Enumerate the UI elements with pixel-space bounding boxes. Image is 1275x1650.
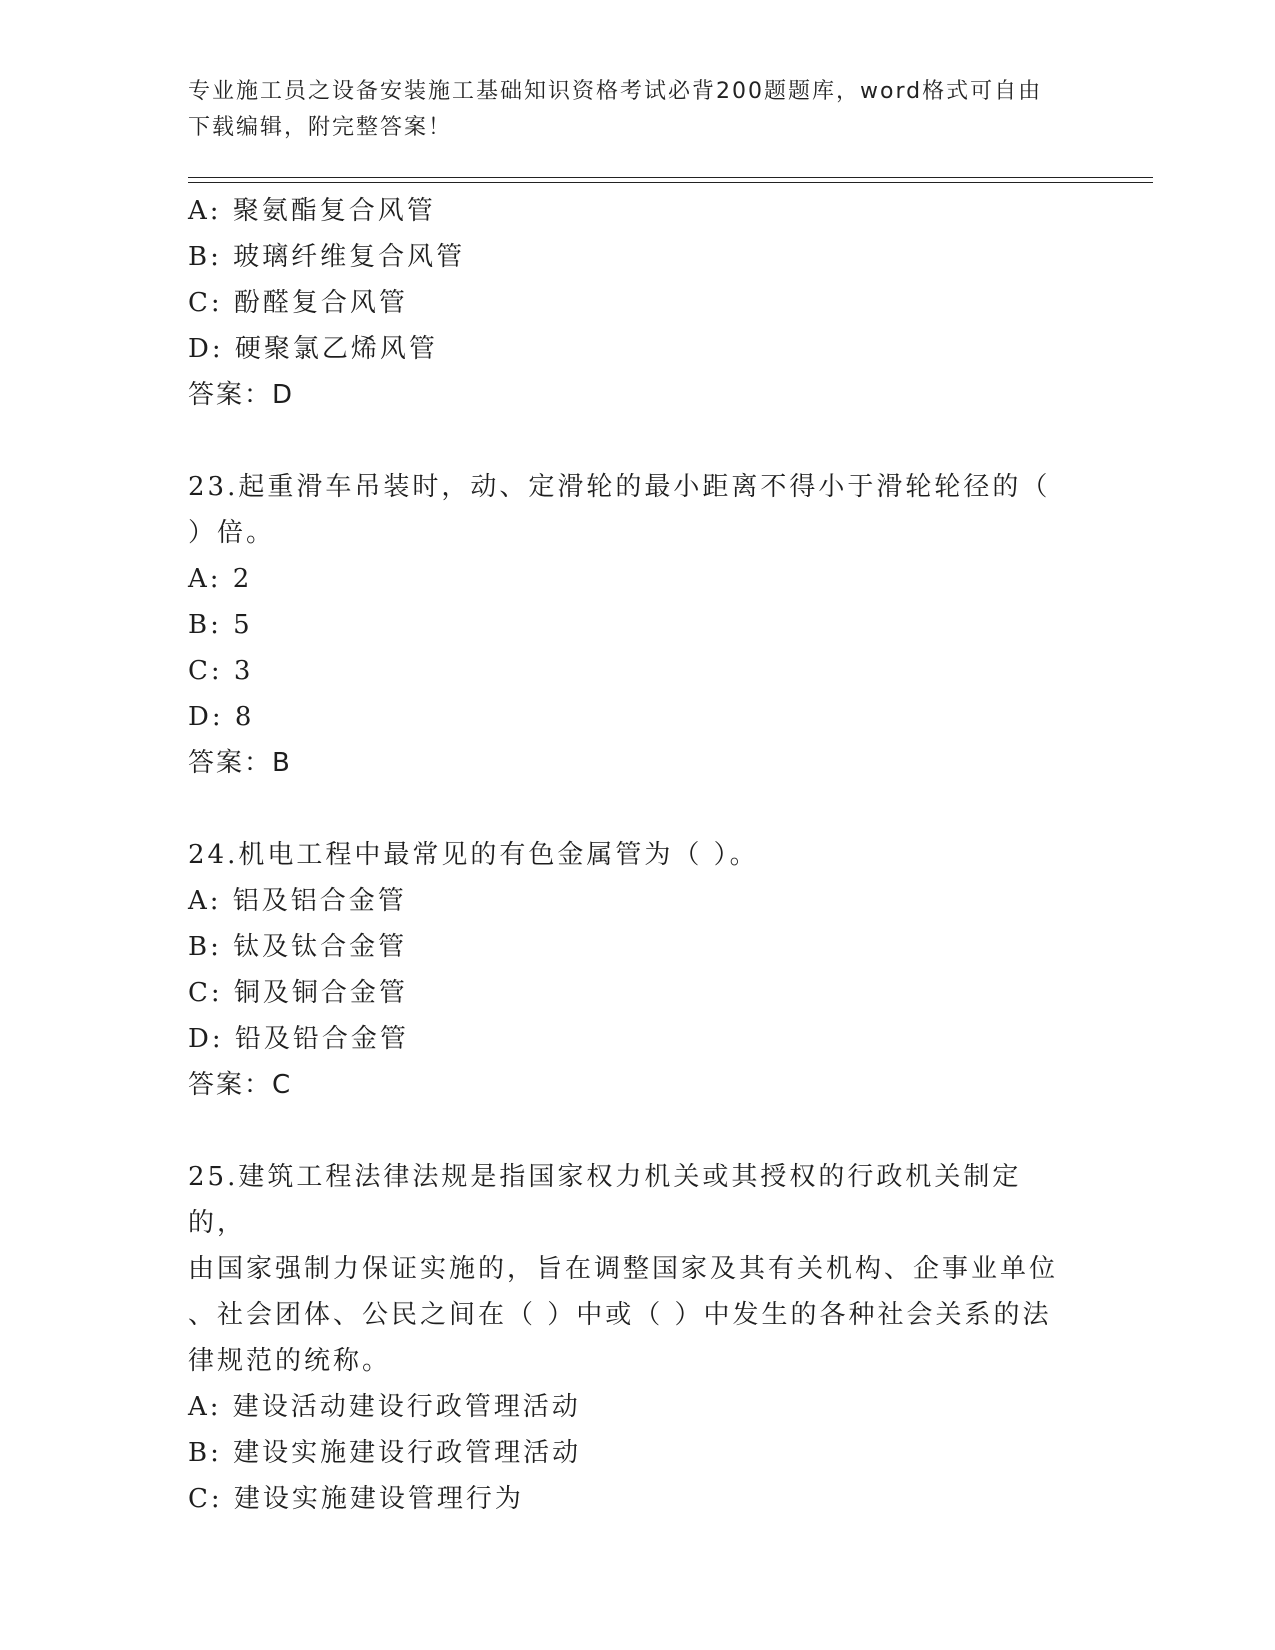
spacer bbox=[188, 786, 1068, 832]
header-line-2: 下载编辑，附完整答案！ bbox=[188, 115, 453, 140]
option-b: B: 5 bbox=[188, 610, 253, 640]
option-a: A: 聚氨酯复合风管 bbox=[188, 196, 436, 226]
option-a: A: 建设活动建设行政管理活动 bbox=[188, 1392, 581, 1422]
header-rule-top bbox=[188, 177, 1153, 178]
question-23 bbox=[188, 464, 1068, 786]
answer: 答案：B bbox=[188, 748, 292, 778]
question-stem-line: 律规范的统称。 bbox=[188, 1346, 392, 1376]
option-d: D: 硬聚氯乙烯风管 bbox=[188, 334, 438, 364]
option-b: B: 钛及钛合金管 bbox=[188, 932, 408, 962]
option-a: A: 铝及铝合金管 bbox=[188, 886, 407, 916]
option-b: B: 玻璃纤维复合风管 bbox=[188, 242, 466, 272]
header-line-1: 专业施工员之设备安装施工基础知识资格考试必背200题题库，word格式可自由 bbox=[188, 79, 1043, 104]
question-stem-line: 23.起重滑车吊装时，动、定滑轮的最小距离不得小于滑轮轮径的（ bbox=[188, 472, 1051, 502]
question-stem-line: 、社会团体、公民之间在（ ）中或（ ）中发生的各种社会关系的法 bbox=[188, 1300, 1052, 1330]
question-stem-line: 24.机电工程中最常见的有色金属管为（ ）。 bbox=[188, 840, 759, 870]
option-a: A: 2 bbox=[188, 564, 253, 594]
option-c: C: 3 bbox=[188, 656, 254, 686]
answer: 答案：C bbox=[188, 1070, 293, 1100]
document-header bbox=[188, 74, 1068, 146]
question-stem-line: ）倍。 bbox=[188, 518, 276, 548]
option-b: B: 建设实施建设行政管理活动 bbox=[188, 1438, 582, 1468]
question-25 bbox=[188, 1154, 1068, 1522]
option-d: D: 铅及铅合金管 bbox=[188, 1024, 409, 1054]
spacer bbox=[188, 418, 1068, 464]
question-stem-line: 25.建筑工程法律法规是指国家权力机关或其授权的行政机关制定的， bbox=[188, 1162, 1022, 1238]
question-24 bbox=[188, 832, 1068, 1108]
question-content bbox=[188, 188, 1068, 1522]
question-stem-line: 由国家强制力保证实施的，旨在调整国家及其有关机构、企事业单位 bbox=[188, 1254, 1059, 1284]
header-rule-bottom bbox=[188, 182, 1153, 183]
answer: 答案：D bbox=[188, 380, 295, 410]
option-c: C: 酚醛复合风管 bbox=[188, 288, 408, 318]
spacer bbox=[188, 1108, 1068, 1154]
option-d: D: 8 bbox=[188, 702, 255, 732]
question-22 bbox=[188, 188, 1068, 418]
option-c: C: 建设实施建设管理行为 bbox=[188, 1484, 524, 1514]
option-c: C: 铜及铜合金管 bbox=[188, 978, 408, 1008]
